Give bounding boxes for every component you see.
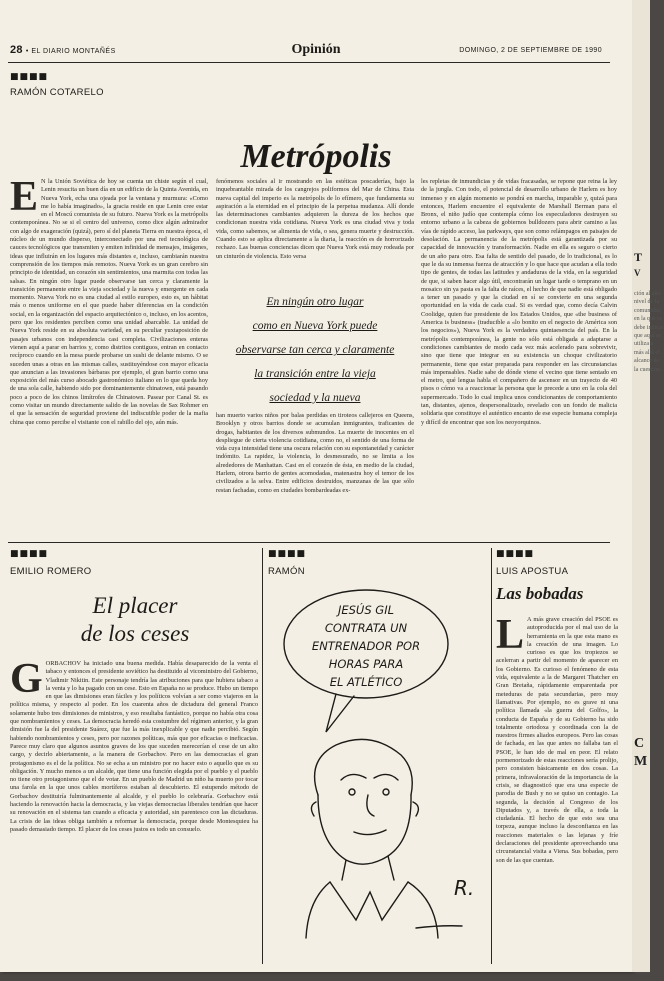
page-date: DOMINGO, 2 DE SEPTIEMBRE DE 1990 [459,47,602,54]
article1-title: Metrópolis [240,138,392,175]
head-outline [315,739,413,795]
article1-column-2-top [216,178,414,278]
speech-line: EL ATLÉTICO [329,675,403,689]
speech-line: CONTRATA UN [324,621,408,635]
author-marks: ■■■■ [496,549,535,559]
edge-letter: V [634,268,641,278]
pull-quote-line: la transición entre la vieja [254,368,376,380]
section-title: Opinión [291,42,341,57]
cartoon-signature: R. [454,876,475,900]
article1-column-2-bottom [216,412,414,534]
article3-body [496,612,618,962]
article-divider [8,542,610,543]
article3-author: LUIS APOSTUA [496,566,569,577]
article3-dropcap: L [496,612,525,658]
article1-column-3 [421,178,617,533]
article1-author: RAMÓN COTARELO [10,87,104,98]
article2-title-line-1: El placer [92,593,178,618]
edge-letter: C [634,736,645,751]
article3-title: Las bobadas [496,584,584,603]
speech-line: ENTRENADOR POR [311,639,421,653]
speech-line: JESÚS GIL [337,603,395,617]
article1-col3-text: les repletas de inmundicias y de vidas fracasadas, se repone que reina la ley de la jungla. Con todo, el potencial de desarrollo urbano de Harlem es hoy inmenso y en algún momento se pondrá en marcha, imparable y, quizá para entonces, Harlem encuentre el equivalente de Marshall Berman para el Bronx, el niño judío que contempla cómo los especuladores destruyen su entorno urbano a la cabeza de gobiernos bulldozers para abrir camino a las vías de rápido acceso, las parkways, que son como relámpagos en paisajes de desolación. La permanencia de la metrópolis está garantizada por su capacidad de innovación y transformación. Nadie en ella es seguro o cierto de un año para otro. Esa falta de sentido del pasado, de lo tradicional, es lo que le da su inmensa fuerza de atracción y lo que hace que acudan a ella todo tipo de gentes, de todas las latitudes y andaduras de la vida, en la seguridad de que, si saben hacer algo útil, encontrarán un lugar tarde o temprano en un mosaico sin ya pasta es la falta de raíces, el hecho de que nadie está obligado a tener un pasado y que la ciudad en sí se convierte en una segunda oportunidad en la vida de cada cual. Si es verdad que, como decía Calvin Coolidge, quien fue presidente de los Estados Unidos, que «the business of America is business» (traducible a «lo bonito en el negocio de América son los negocios»), Nueva York es la verdadera quintaesencia del país. En la metrópolis contemporánea, la gente no sólo está obligada a adaptarse a condiciones cambiantes de modo cada vez más acelerado para sobrevivir, sino que tiene que integrar en su existencia un choque civilizatorio permanente, tiene que estar preparada para responder en las circunstancias más impensables. Nadie sabe de dónde viene el vecino que tiene sentado en el metro, qué lengua habla el compañero de ascensor en un trayecto de 40 pisos o cómo va a reaccionar la persona que le precede a uno en la cola del supermercado. Todo lo cual implica unos condicionantes de comportamiento tan, distantes, ajenos, despersonalizado, revelado con un fondo de malicia solidaria que constituye el auténtico encanto de ese especie humana compleja y difícil de encontrar que son los neoyorquinos. [421,178,617,426]
page-folio: 28 • EL DIARIO MONTAÑÉS [10,44,116,56]
edge-letter: T [634,250,643,264]
article1-dropcap: E [10,174,39,220]
pull-quote-line: observarse tan cerca y claramente [235,344,395,356]
speech-line: HORAS PARA [328,657,404,671]
article2-dropcap: G [10,656,43,702]
left-eye [349,789,355,795]
pull-quote-line: sociedad y la nueva [269,392,361,404]
header-rule [8,62,610,63]
shirt-collar [330,882,408,920]
article2-text: ORBACHOV ha iniciado una buena medida. Había desaparecido de la venta el tabaco y entonces el presidente soviético ha destituido al vicoministro del Gobierno, Vladimir Nikitin. Este personaje tendría las atribuciones para que hubiera tabaco a la venta y lo ha pagado con un cese. Esto en España no se produce. Hubo un tiempo en que las dimisiones eran fáciles y los políticos volvían a ser como viajeros en la política misma, y respecto al poder. En los cuarenta años de dictadura del general Franco solamente hubo tres dimisiones de ministros, y eso resultaba fantástico, porque no había otra cosa que nombramientos y ceses. La democracia heredó esta costumbre del régimen anterior, y la gran dimisión fue la del presidente Suárez, que fue la más inexplicable y que nadie percibió. Según habiendo nombramientos y ceses, pero por razones políticas, más que por eficacias o ineficacias. Parece muy claro que algunos asuntos graves de los que suceden merecerían el cese de un alto cargo, y decirlo abiertamente, a la manera de Gorbachov. Pero en las democracias el gran protagonismo es el de la política. No se echa a un ministro por no hacer esto o aquello que es su obligación. Y mucho menos a un alcalde, que tiene una función elegida por el pueblo y el pueblo no tiene otro protagonismo que el de votar. En un pueblo de Madrid un niño ha muerto por tocar una farola en la que unos cables mortíferos estaban al descubierto. El estupendo método de Gorbachov destituiría fulminantemente al alcalde, y el pueblo lo celebraría. Gorbachov está haciendo la renovación hacia la democracia, y las viejas democracias liberales tendrían que hacer su renovación en el sistema tan cuando a eficacia y autoridad, sin parentesco con las dictaduras. La crisis de las ideas obliga también a reformar la democracia, porque desde Montesquieu ha pasado demasiado tiempo. El placer de los ceses justos es todo un consuelo. [10,660,258,833]
article1-col2b-text: han muerto varios niños por balas perdidas en tiroteos callejeros en Queens, Brooklyn y otros barrios donde se acumulan inmigrantes, traficantes de drogas, habitantes de los diversos submundos. La muerte de inocentes en el despliegue de cierta violencia cotidiana, como no, el sentido de una forma de vida cuya intensidad tiene una oscura relación con su espontaneidad y carácter indómito. La rapidez, la violencia, lo desmesurado, no se limita a los alrededores de Manhattan. Casi en el corazón de ésta, en medio de la ciudad, Harlem, otrora barrio de gentes acomodadas, matenastra hoy el temor de los civilizados a la selva. Entre edificios destruidos, manzanas de las que sólo restan fachadas, como en ciudades bombardeadas ex- [216,412,414,494]
edge-text: ción al alto nivel de la comunidad, en la que se debe indicar que aquí se utiliza a más allá el alcance de la cuestión [634,291,664,373]
speech-bubble-tail [326,694,354,732]
pull-quote [230,290,400,410]
article1-column-1 [10,174,208,533]
article3-text: A más grave creación del PSOE es autoproducida por el mal uso de la herramienta en la que esta mano es la creación de una imagen. Lo curioso es que los tropiezos se acelerran a partir del momento de aparecer en los Gobierno. Es curioso el fenómeno de esta vida, equivalente a la de Margaret Thatcher en Gran Bretaña, rápidamente emparentada por meteduras de pata secundarias, pero muy llamativas. Por ejemplo, no es grave ni una política llamada «la guerra del Golfo», la conducta de España y de su Gobierno ha sido totalmente ortodoxa y coordinada con la de nuestros firmes aliados europeos. Pero las cosas de fachada, en las que antes no fallaba tan el PSOE, le han ido de mal en peor. El relato pormenorizado de estas reacciones sería prolijo, pero consisten básicamente en dos cosas. La primera, infravaloración de la importancia de la crisis, se diagnosticó que era una especie de parodia de Bush y no se quiso un contagio. La segunda, la decisión al Congreso de los Diputados y, a través de ella, a toda la ciudadanía. El hecho de que esto sea una torpeza, aunque incluso la desconfianza en las reacciones materiales o las lejanas y fríe declaraciones del presidente aprovechando una circunstancial visita a Viena. Sus bobadas, pero son de las que cuentan. [496,616,618,864]
article2-body [10,656,258,962]
mouth [354,830,386,835]
face-outline [318,795,411,864]
column-divider [491,548,492,964]
article2-title-line-2: de los ceses [80,621,190,646]
adjacent-page-edge [632,0,664,972]
article2-author: EMILIO ROMERO [10,566,92,577]
edge-letter: M [634,754,648,769]
article1-col1-text: N la Unión Soviética de hoy se cuenta un chiste según el cual, Lenin resucita un buen día en un edificio de la Quinta Avenida, en Nueva York, echa una ojeada por la ventana y murmura: «Como me lo había imaginado», la gracia reside en que Lenin cree estar en el Moscú comunista de su futuro. Nueva York es la metrópolis contemporánea. No se si el centro del universo, como dice algún admirador con algo de exageración (quizá), pero sí del planeta Tierra en nuestra época, el núcleo de un mundo disperso, interconectado por una red tecnológica de cauces tecnológicos que transmiten y emiten infinidad de mensajes, imágenes, ideas que influirán en los lugares más distantes e, incluso, cambiarán nuestra comprensión de los tiempos más remotos. Nueva York es un gran cerebro sin principio de identidad, un corazón sin sentimientos, una marmita con todas las salsas. En ningún otro lugar puede observarse tan cerca y claramente la transición permanente entre la vieja sociedad y la nueva y emergente en cada momento. Nueva York no es una ciudad al estilo europeo, esto es, un hábitat más o menos uniforme en el que puede haber diferencias en la condición social, en la organización del espacio arquitectónico o, incluso, en los acentos, pero que los residentes perciben como una unidad abarcable. La unidad de Nueva York reside en su absoluta variedad, en su peculiar yuxtaposición de pasajes urbanos con independencia casi completa. Civilizaciones enteras vienen aquí a parar en barrios y, como distritos contiguos, entran en contacto recíproco cuando en la mesa puede probarse un sushi de delante mismo. O se suceden unas a otras en las mismas calles, sustituyéndose con mayor eficacia que anuncian a las invasiones bárbaras por ejemplo, el gran barrio como una exposición del más curso abocado gastronómico italiano en lo que queda hoy de una sola calle, habiendo sido por dominantemente chinatown, está pasando poco a poco de los chinos limítrofes de Chinatown. Pasear por Canal St. es como visitar un mundo directamente salido de las novelas de Sax Rohmer en el que la sensación de seguridad proviene del indiscutible poder de la mafia china que como percibe el visitante con el rabillo del ojo, aún más. [10,178,208,426]
author-marks: ■■■■ [268,549,307,559]
column-divider [262,548,263,964]
right-eye [383,789,389,795]
paper-name: EL DIARIO MONTAÑÉS [31,48,116,55]
author-marks: ■■■■ [10,72,49,82]
cartoon-author: RAMÓN [268,566,305,577]
nose [367,795,374,816]
article1-col2a-text: fenómenos sociales al ir mostrando en las estéticas poscaderías, bajo la inquebrantable mirada de los cangrejos poliformos del Mar de China. Esta nueva capital del imperio es la metrópolis de lo efímero, que fundamenta su aspiración a la eternidad en el principio de la perpetua mudanza. Allí donde las determinaciones cambiantes adquieren la dureza de los hechos que condicionan nuestra vida cotidiana. Nueva York es una ciudad viva y toda vida, como sabemos, se alimenta de vida, o sea, genera muerte y destrucción. Cuando esto se aplica directamente a la diaria, la reacción es de horrorizado rechazo. Las buenas conciencias dicen que Nueva York está muy rodeada por un cinturón de violencia. Esto versa [216,178,414,260]
page-number: 28 [10,44,23,56]
pull-quote-line: como en Nueva York puede [252,320,378,332]
cartoon-drawing [266,580,486,940]
pull-quote-line: En ningún otro lugar [266,296,364,308]
author-marks: ■■■■ [10,549,49,559]
